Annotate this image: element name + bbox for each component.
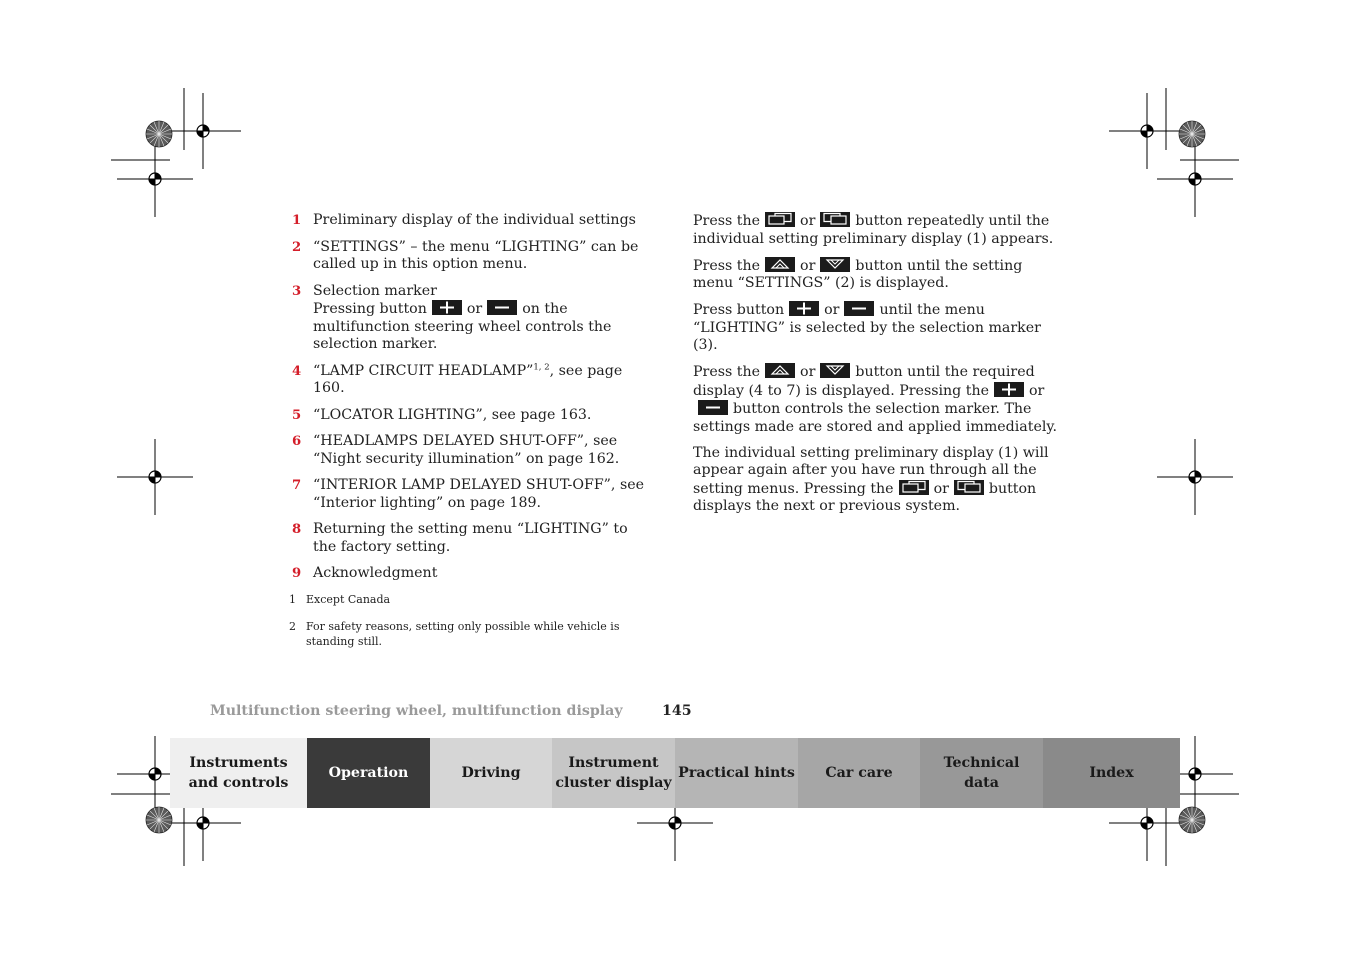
text: or: [800, 364, 816, 380]
tab-label: Index: [1089, 765, 1134, 781]
item-number: 2: [292, 239, 302, 255]
tab-label: and controls: [188, 775, 289, 791]
item-number: 8: [292, 522, 302, 537]
tab-instruments-and-controls[interactable]: [170, 738, 307, 808]
item-text: “LOCATOR LIGHTING”, see page 163.: [313, 406, 592, 423]
tab-label: Operation: [328, 765, 409, 781]
paragraph: [693, 363, 1065, 436]
page-number: 145: [662, 703, 692, 719]
text: until the menu “LIGHTING” is selected by the selection marker (3).: [693, 302, 1041, 353]
text: Press the: [693, 213, 761, 229]
footnote: [289, 619, 659, 649]
tab-label: Practical hints: [678, 765, 795, 781]
list-item: [289, 521, 654, 556]
crosshair-icon: [1155, 437, 1235, 517]
legend-list: [289, 212, 654, 592]
tab-operation[interactable]: [307, 738, 430, 808]
footnote-text: Except Canada: [306, 593, 391, 606]
text: or: [800, 257, 816, 274]
item-text: Acknowledgment: [313, 565, 438, 581]
display-prev-button-icon: [954, 480, 984, 495]
list-item: [289, 407, 654, 425]
plus-button-icon: [432, 300, 462, 315]
tab-label: Instruments: [189, 755, 288, 771]
text: or: [1029, 382, 1045, 399]
footnote: [289, 592, 659, 607]
paragraph: [693, 445, 1065, 516]
text: or: [933, 480, 949, 497]
footnote-ref: 1, 2: [533, 361, 550, 372]
item-number: 6: [292, 434, 302, 449]
down-button-icon: [820, 257, 850, 272]
list-item: [289, 239, 654, 274]
item-text: Selection marker: [313, 282, 437, 299]
footnote-text: For safety reasons, setting only possible while vehicle is standing still.: [306, 620, 620, 648]
item-text: “HEADLAMPS DELAYED SHUT-OFF”, see “Night security illumination” on page 162.: [313, 433, 620, 467]
item-number: 3: [292, 283, 302, 299]
item-text: on the multifunction steering wheel controls the selection marker.: [313, 301, 612, 352]
text: Press the: [693, 257, 761, 274]
tab-driving[interactable]: [430, 738, 552, 808]
text: button until the setting menu “SETTINGS” (2) is displayed.: [693, 257, 1023, 291]
minus-button-icon: [698, 400, 728, 415]
item-text: Pressing button: [313, 301, 427, 317]
starburst-icon: [145, 120, 173, 148]
instructions: [693, 212, 1065, 524]
text: Press the: [693, 364, 761, 380]
item-number: 7: [292, 478, 302, 493]
tab-label: Car care: [825, 765, 893, 781]
item-number: 9: [292, 566, 302, 581]
paragraph: [693, 257, 1065, 293]
tab-index[interactable]: [1043, 738, 1180, 808]
text: button until the required display (4 to 7) is displayed. Pressing the: [693, 364, 1035, 399]
text: or: [800, 213, 816, 229]
plus-button-icon: [994, 382, 1024, 397]
crosshair-icon: [1155, 139, 1235, 219]
paragraph: [693, 301, 1065, 355]
minus-button-icon: [487, 300, 517, 315]
item-text: , see page 160.: [313, 362, 623, 396]
minus-button-icon: [844, 301, 874, 316]
up-button-icon: [765, 257, 795, 272]
tab-instrument-cluster-display[interactable]: [552, 738, 675, 808]
up-button-icon: [765, 363, 795, 378]
chapter-tabs: [170, 738, 1180, 808]
list-item: [289, 283, 654, 354]
item-text: Returning the setting menu “LIGHTING” to the factory setting.: [313, 521, 628, 555]
list-item: [289, 565, 654, 583]
item-text: Preliminary display of the individual settings: [313, 212, 636, 228]
display-prev-button-icon: [820, 212, 850, 227]
text: button controls the selection marker. The settings made are stored and applied immediately.: [693, 401, 1058, 435]
footnotes: [289, 592, 659, 661]
text: button displays the next or previous system.: [693, 480, 1037, 514]
list-item: [289, 363, 654, 398]
item-number: 4: [292, 363, 302, 379]
plus-button-icon: [789, 301, 819, 316]
crosshair-icon: [115, 437, 195, 517]
display-next-button-icon: [899, 480, 929, 495]
item-text: “SETTINGS” – the menu “LIGHTING” can be called up in this option menu.: [313, 238, 639, 272]
tab-car-care[interactable]: [798, 738, 920, 808]
down-button-icon: [820, 363, 850, 378]
list-item: [289, 433, 654, 468]
text: or: [824, 302, 840, 318]
tab-label: data: [964, 775, 999, 791]
text: The individual setting preliminary display (1) will appear again after you have run through all the setting menus. Pressing the: [693, 444, 1049, 497]
tab-label: cluster display: [555, 775, 672, 791]
item-text: “INTERIOR LAMP DELAYED SHUT-OFF”, see “Interior lighting” on page 189.: [313, 477, 645, 511]
item-number: 1: [292, 213, 302, 228]
tab-label: Instrument: [568, 755, 659, 771]
list-item: [289, 212, 654, 230]
item-number: 5: [292, 407, 302, 423]
paragraph: [693, 212, 1065, 248]
tab-technical-data[interactable]: [920, 738, 1043, 808]
item-text: or: [466, 301, 483, 317]
tab-label: Technical: [943, 755, 1020, 771]
section-title: Multifunction steering wheel, multifunction display: [210, 703, 623, 719]
text: button repeatedly until the individual setting preliminary display (1) appears.: [693, 213, 1054, 247]
starburst-icon: [1178, 120, 1206, 148]
starburst-icon: [1178, 806, 1206, 834]
item-text: “LAMP CIRCUIT HEADLAMP”: [313, 362, 534, 379]
display-next-button-icon: [765, 212, 795, 227]
footnote-number: 2: [289, 620, 296, 633]
starburst-icon: [145, 806, 173, 834]
tab-label: Driving: [461, 765, 521, 781]
list-item: [289, 477, 654, 512]
tab-practical-hints[interactable]: [675, 738, 798, 808]
text: Press button: [693, 302, 785, 318]
crosshair-icon: [115, 139, 195, 219]
footnote-number: 1: [289, 593, 296, 606]
